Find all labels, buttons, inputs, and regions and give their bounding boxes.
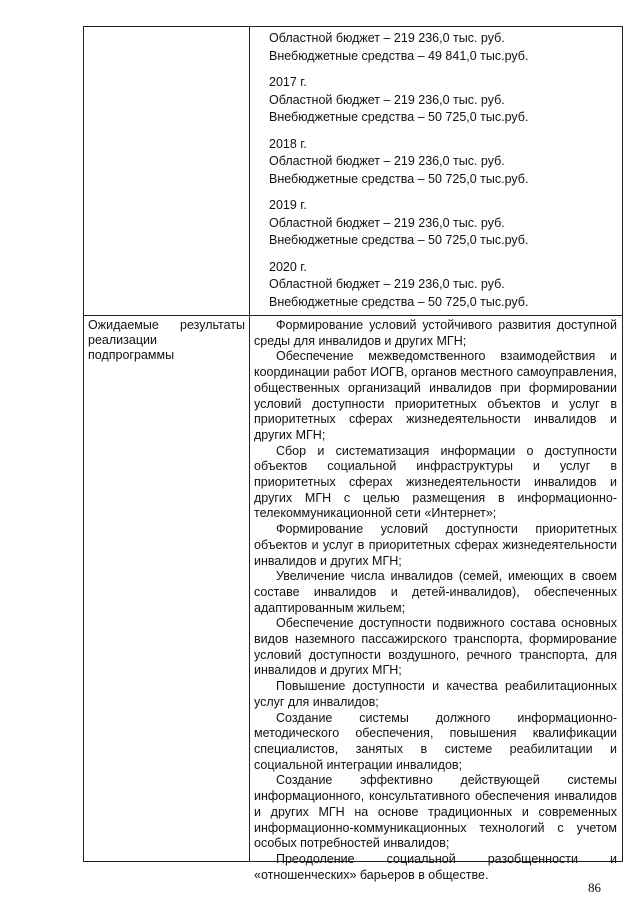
budget-year-2017: 2017 г.	[269, 75, 307, 89]
budget-cell	[269, 30, 614, 311]
table-row-divider	[83, 315, 623, 316]
result-item: Увеличение числа инвалидов (семей, имеющих в своем составе инвалидов и детей-инвалидов), обеспеченных адаптированным жильем;	[254, 569, 617, 615]
budget-extra-line: Внебюджетные средства – 49 841,0 тыс.руб.	[269, 48, 529, 63]
budget-extra-line: Внебюджетные средства – 50 725,0 тыс.руб.	[269, 233, 529, 247]
budget-regional-line: Областной бюджет – 219 236,0 тыс. руб.	[269, 31, 505, 45]
table-column-divider	[249, 26, 250, 862]
budget-extra-line: Внебюджетные средства – 50 725,0 тыс.руб.	[269, 171, 529, 186]
budget-regional-line: Областной бюджет – 219 236,0 тыс. руб.	[269, 154, 505, 168]
budget-year-2019: 2019 г.	[269, 198, 307, 212]
results-list	[254, 318, 617, 883]
page-number: 86	[588, 880, 601, 895]
result-item: Сбор и систематизация информации о доступности объектов социальной инфраструктуры и услуг в приоритетных сферах жизнедеятельности инвалидов и других МГН с целью размещения в информационно-телекоммуникационной сети «Интернет»;	[254, 443, 617, 521]
budget-regional-line: Областной бюджет – 219 236,0 тыс. руб.	[269, 92, 505, 107]
budget-extra-line: Внебюджетные средства – 50 725,0 тыс.руб.	[269, 110, 529, 124]
results-row-label: Ожидаемые результаты реализации подпрограммы	[88, 318, 245, 362]
result-item: Обеспечение доступности подвижного состава основных видов наземного пассажирского транспорта, формирование условий доступности воздушного, речного транспорта, для инвалидов и других МГН;	[254, 616, 617, 678]
budget-regional-line: Областной бюджет – 219 236,0 тыс. руб.	[269, 215, 505, 230]
result-item: Обеспечение межведомственного взаимодействия и координации работ ИОГВ, органов местного самоуправления, общественных организаций инвалидов при формировании условий доступности приоритетных объектов и услуг в приоритетных сферах жизнедеятельности инвалидов и других МГН;	[254, 349, 617, 442]
budget-year-2020: 2020 г.	[269, 259, 307, 274]
result-item: Преодоление социальной разобщенности и «отношенческих» барьеров в обществе.	[254, 851, 617, 882]
budget-extra-line: Внебюджетные средства – 50 725,0 тыс.руб.	[269, 294, 529, 309]
budget-regional-line: Областной бюджет – 219 236,0 тыс. руб.	[269, 277, 505, 291]
result-item: Формирование условий доступности приоритетных объектов и услуг в приоритетных сферах жизнедеятельности инвалидов и других МГН;	[254, 522, 617, 568]
result-item: Создание системы должного информационно-методического обеспечения, повышения квалификации специалистов, занятых в системе реабилитации и социальной интеграции инвалидов;	[254, 710, 617, 772]
budget-year-2018: 2018 г.	[269, 136, 307, 151]
result-item: Повышение доступности и качества реабилитационных услуг для инвалидов;	[254, 679, 617, 709]
result-item: Создание эффективно действующей системы информационного, консультативного обеспечения инвалидов и других МГН на основе традиционных и современных информационно-коммуникационных технологий с учетом особых потребностей инвалидов;	[254, 773, 617, 851]
result-item: Формирование условий устойчивого развития доступной среды для инвалидов и других МГН;	[254, 318, 617, 348]
